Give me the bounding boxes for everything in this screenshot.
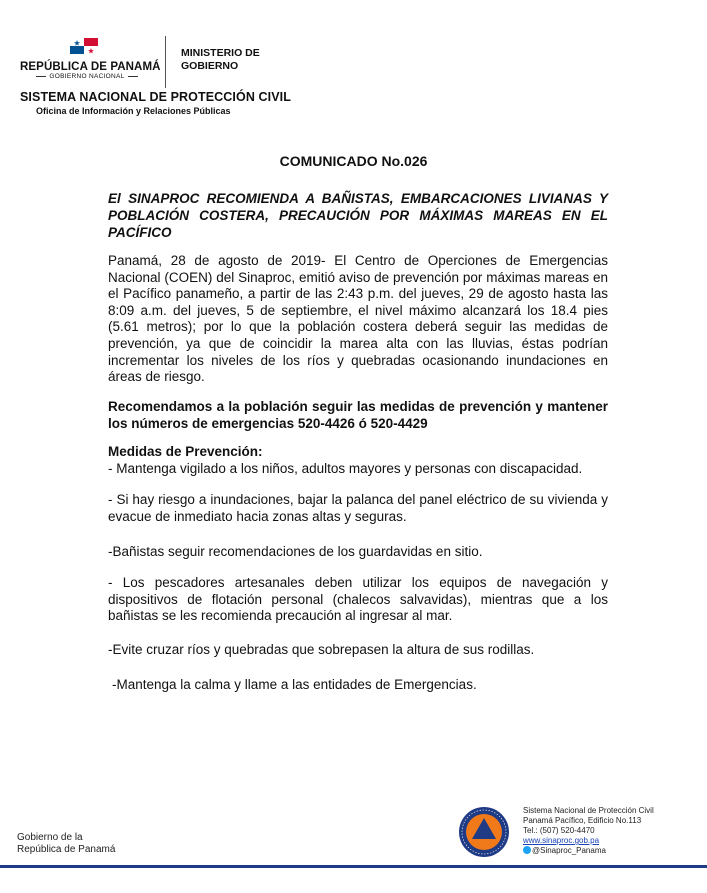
measures-heading: Medidas de Prevención: bbox=[108, 444, 263, 459]
measure-item: - Los pescadores artesanales deben utilizar los equipos de navegación y dispositivos de flotación personal (chalecos salvavidas), mientras que a los bañistas se les recomienda precaución al ingresar al mar. bbox=[108, 575, 608, 624]
footer-rule bbox=[0, 865, 707, 868]
intro-paragraph: Panamá, 28 de agosto de 2019- El Centro de Operciones de Emergencias Nacional (COEN) del Sinaproc, emitió aviso de prevención por máximas mareas en el Pacífico panameño, a partir de las 2:43 p.m. del jueves, 29 de agosto hasta las 8:09 a.m. del jueves, 5 de septiembre, el nivel máximo alcanzará los 18.4 pies (5.61 metros); por lo que la población costera deberá seguir las medidas de prevención, ya que de coincidir la marea alta con las lluvias, éstas podrían incrementar los niveles de los ríos y quebradas ocasionando inundaciones en áreas de riesgo. bbox=[108, 253, 608, 385]
measure-item: - Mantenga vigilado a los niños, adultos mayores y personas con discapacidad. bbox=[108, 461, 583, 476]
measure-item: -Evite cruzar ríos y quebradas que sobrepasen la altura de sus rodillas. bbox=[108, 642, 535, 657]
recommendation-paragraph: Recomendamos a la población seguir las medidas de prevención y mantener los números de emergencias 520-4426 ó 520-4429 bbox=[108, 399, 608, 431]
measure-item: -Bañistas seguir recomendaciones de los guardavidas en sitio. bbox=[108, 544, 483, 559]
ministry-label-line2: GOBIERNO bbox=[181, 60, 239, 72]
footer-phone: Tel.: (507) 520-4470 bbox=[523, 826, 595, 835]
footer-government-line1: Gobierno de la bbox=[17, 832, 83, 843]
office-subtitle: Oficina de Información y Relaciones Públicas bbox=[36, 106, 231, 116]
footer-contact bbox=[523, 806, 654, 856]
footer-address: Panamá Pacífico, Edificio No.113 bbox=[523, 816, 642, 825]
country-title: REPÚBLICA DE PANAMÁ bbox=[20, 61, 161, 73]
footer-website-link[interactable]: www.sinaproc.gob.pa bbox=[523, 836, 600, 845]
footer-twitter-handle[interactable]: @Sinaproc_Panama bbox=[532, 846, 606, 855]
footer-government bbox=[17, 832, 115, 855]
civil-protection-emblem-icon bbox=[458, 806, 510, 858]
agency-title: SISTEMA NACIONAL DE PROTECCIÓN CIVIL bbox=[20, 90, 291, 104]
panama-flag-icon bbox=[70, 38, 98, 54]
government-subtitle: GOBIERNO NACIONAL bbox=[28, 73, 146, 80]
measure-item: - Si hay riesgo a inundaciones, bajar la palanca del panel eléctrico de su vivienda y evacue de inmediato hacia zonas altas y seguras. bbox=[108, 492, 608, 524]
document-headline: El SINAPROC RECOMIENDA A BAÑISTAS, EMBARCACIONES LIVIANAS Y POBLACIÓN COSTERA, PRECAUCIÓN POR MÁXIMAS MAREAS EN EL PACÍFICO bbox=[108, 191, 608, 240]
ministry-label-line1: MINISTERIO DE bbox=[181, 47, 260, 59]
footer-twitter[interactable] bbox=[523, 846, 654, 856]
twitter-icon bbox=[523, 846, 531, 854]
measure-item: -Mantenga la calma y llame a las entidades de Emergencias. bbox=[112, 677, 477, 692]
footer-government-line2: República de Panamá bbox=[17, 843, 116, 855]
footer-agency: Sistema Nacional de Protección Civil bbox=[523, 806, 654, 815]
header-divider bbox=[165, 36, 166, 88]
document-title: COMUNICADO No.026 bbox=[279, 153, 428, 169]
